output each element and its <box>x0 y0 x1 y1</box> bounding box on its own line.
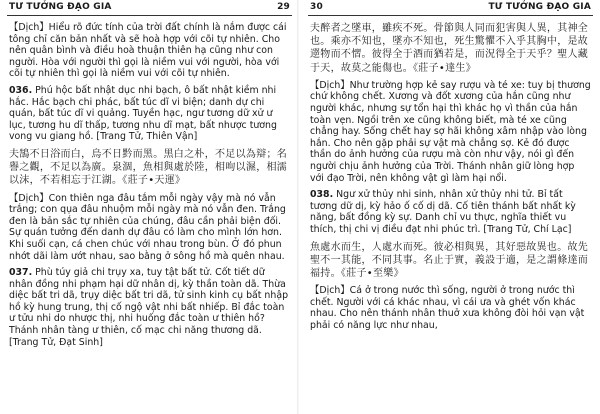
left-running-header <box>7 0 292 14</box>
left-page-number: 29 <box>277 2 290 12</box>
left-paragraph-1: 【Dịch】Hiểu rõ đức tính của trời đất chính là nắm được cái tông chỉ căn bản nhất và sẽ hoà hợp với cõi tự nhiên. Cho nên quân bình và điều hoà thuận thiên hạ cũng như con người. Hòa với người thì gọi là niềm vui với người, hòa với cõi tự nhiên thì gọi là niềm vui với cõi tự nhiên. <box>9 22 287 80</box>
right-page-number: 30 <box>310 2 323 12</box>
book-gutter <box>297 0 301 414</box>
right-header-title: TƯ TƯỞNG ĐẠO GIA <box>488 2 591 12</box>
left-paragraph-4: 【Dịch】Con thiên nga đâu tắm mỗi ngày vậy mà nó vẫn trắng; con qụa đâu nhuộm mỗi ngày mà nó vẫn đen. Trắng đen là bản sắc tự nhiên của chúng, đâu cần phải biện đối. Sự quán tưởng đến danh dự đâu có làm cho mình lớn hơn. Khi suối cạn, cá chen chúc với nhau trong bùn. Ở đó phun nhớt dãi làm ướt nhau, sao bằng ở sông hồ mà quên nhau. <box>9 192 286 262</box>
left-paragraph-3-chinese: 夫鵠不日浴而白，烏不日黔而黑。黑白之朴，不足以為辯；名譽之觀，不足以為廣。泉涸，魚相與處於陸，相呴以濕，相濡以沫，不若相忘于江湖。《莊子•天運》 <box>9 148 288 187</box>
right-paragraph-3: 038. Ngư xử thủy nhi sinh, nhân xử thủy nhi tử. Bỉ tất tương dữ dị, kỳ hảo ố cố dị dã. Cố tiên thánh bất nhất kỳ năng, bất đồng kỳ sự. Danh chỉ vu thực, nghĩa thiết vu thích, thị chi vị điều đạt nhi phúc trì. [Trang Tử, Chí Lạc] <box>310 189 576 235</box>
right-paragraph-5: 【Dịch】Cá ở trong nước thì sống, người ở trong nước thì chết. Người với cá khác nhau, vì cái ưa và ghét vốn khác nhau. Cho nên thánh nhân thuở xưa không đòi hỏi vạn vật phải có năng lực như nhau, <box>310 285 585 331</box>
right-page <box>308 0 593 414</box>
right-paragraph-1-chinese: 夫醉者之墜車，雖疾不死。骨節與人同而犯害與人異，其神全也。乘亦不知也，墜亦不知也，死生驚懼不入乎其胸中，是故遻物而不慴。彼得全于酒而猶若是，而況得全于天乎？聖人藏于天，故莫之能傷也。《莊子•達生》 <box>310 23 589 74</box>
left-paragraph-2: 036. Phú hộc bất nhật dục nhi bạch, ô bất nhật kiềm nhi hắc. Hắc bạch chi phác, bất túc dĩ vi biện; danh dự chi quán, bất túc dĩ vi quảng. Tuyền hạc, ngư tương dữ xử ư lục, tương hu dĩ thấp, tương nhu dĩ mạt, bất nhược tương vong vu giang hồ. [Trang Tử, Thiên Vận] <box>9 84 277 143</box>
right-paragraph-4-chinese: 魚處水而生，人處水而死。彼必相與異，其好惡故異也。故先聖不一其能，不同其事。名止于實，義設于適，是之謂條達而福持。《莊子•至樂》 <box>310 241 589 279</box>
left-header-rule <box>7 15 292 16</box>
right-header-rule <box>308 15 593 16</box>
left-header-title: TƯ TƯỞNG ĐẠO GIA <box>9 2 112 12</box>
right-paragraph-2: 【Dịch】Như trường hợp kẻ say rượu và té xe: tuy bị thương chứ không chết. Xương và đốt xương của hắn cũng như người khác, nhưng sự tổn hại thì khác họ vì thần của hắn toàn vẹn. Ngồi trên xe cũng không biết, mà té xe cũng chẳng hay. Sống chết hay sợ hãi không xâm nhập vào lòng hắn. Cho nên gặp phải sự vật mà chẳng sợ. Kẻ đó được thần do ảnh hưởng của rượu mà còn như vậy, nói gì đến người chịu ảnh hưởng của Trời. Thánh nhân giữ lòng hợp với đạo Trời, nên không vật gì làm hại nổi. <box>310 79 591 184</box>
left-page <box>7 0 292 414</box>
left-paragraph-5: 037. Phù túy giả chi trụy xa, tuy tật bất tử. Cốt tiết dữ nhân đồng nhi phạm hại dữ nhân dị, kỳ thần toàn dã. Thừa diệc bất tri dã, trụy diệc bất tri dã, tử sinh kinh cụ bất nhập hồ kỳ hung trung, thị cố ngộ vật nhi bất nhiếp. Bỉ đắc toàn ư tửu nhi do nhược thị, nhi huống đắc toàn ư thiên hồ? Thánh nhân tàng ư thiên, cố mạc chi năng thương dã. [Trang Tử, Đạt Sinh] <box>9 267 289 348</box>
right-running-header <box>308 0 593 14</box>
